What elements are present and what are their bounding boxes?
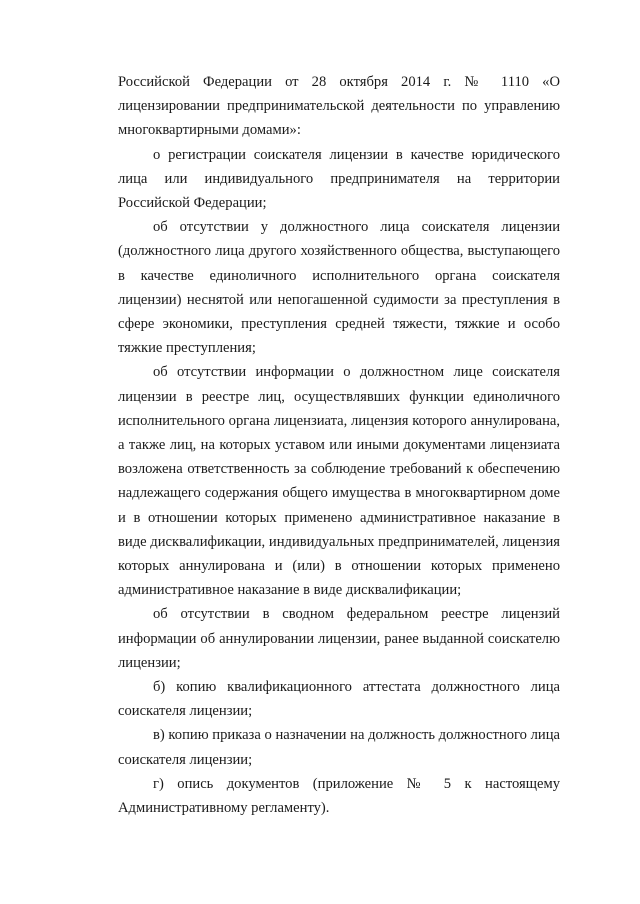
paragraph-no-registry-info: об отсутствии информации о должностном лице соискателя лицензии в реестре лиц, осуществлявших функции единоличного исполнительного органа лицензиата, лицензия которого аннулирована, а также лиц, на которых уставом или иными документами лицензиата возложена ответственность за соблюдение требований к обеспечению надлежащего содержания общего имущества в многоквартирном доме и в отношении которых применено административное наказание в виде дисквалификации, индивидуальных предпринимателей, лицензия которых аннулирована и (или) в отношении которых применено административное наказание в виде дисквалификации;: [118, 364, 560, 599]
paragraph-decree-reference: Российской Федерации от 28 октября 2014 г. № 1110 «О лицензировании предпринимательской деятельности по управлению многоквартирными домами»:: [118, 74, 560, 139]
paragraph-item-g: г) опись документов (приложение № 5 к настоящему Административному регламенту).: [118, 775, 560, 817]
paragraph-no-license-annulment: об отсутствии в сводном федеральном реестре лицензий информации об аннулировании лицензии, ранее выданной соискателю лицензии;: [118, 606, 560, 671]
paragraph-item-v: в) копию приказа о назначении на должность должностного лица соискателя лицензии;: [118, 727, 560, 768]
paragraph-no-criminal-record: об отсутствии у должностного лица соискателя лицензии (должностного лица другого хозяйственного общества, выступающего в качестве единоличного исполнительного органа соискателя лицензии) неснятой или непогашенной судимости за преступления в сфере экономики, преступления средней тяжести, тяжкие и особо тяжкие преступления;: [118, 219, 560, 357]
paragraph-registration: о регистрации соискателя лицензии в качестве юридического лица или индивидуального предпринимателя на территории Российской Федерации;: [118, 146, 560, 212]
document-body: [118, 70, 560, 820]
paragraph-item-b: б) копию квалификационного аттестата должностного лица соискателя лицензии;: [118, 679, 560, 720]
